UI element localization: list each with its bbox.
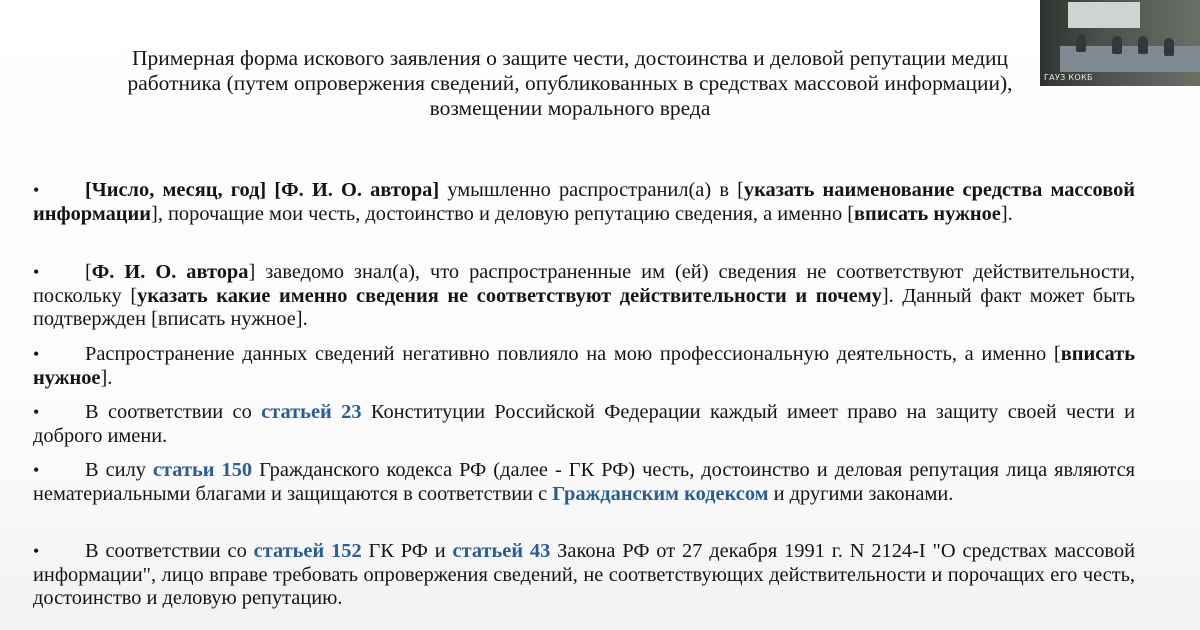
link-article-43[interactable]: статьей 43 (452, 540, 551, 562)
title-line-3: возмещении морального вреда (429, 96, 711, 120)
person-icon (1164, 38, 1174, 56)
bullet-icon: • (33, 402, 40, 422)
list-item: • В силу статьи 150 Гражданского кодекса РФ (далее - ГК РФ) честь, достоинство и деловая репутация лица являются нематериальными благами и защищаются в соответствии с Гражданским кодексом и другими законами. (33, 459, 1135, 505)
title-line-1: Примерная форма искового заявления о защите чести, достоинства и деловой репутации медиц (131, 46, 1009, 70)
projector-screen (1068, 2, 1140, 28)
person-icon (1076, 34, 1086, 52)
placeholder-date: [Число, месяц, год] (85, 179, 267, 201)
list-item: • В соответствии со статьей 152 ГК РФ и статьей 43 Закона РФ от 27 декабря 1991 г. N 2124-I "О средствах массовой информации", лицо вправе требовать опровержения сведений, не соответствующих действительности и порочащих его честь, достоинство и деловую репутацию. (33, 540, 1135, 609)
link-civil-code[interactable]: Гражданским кодексом (552, 482, 769, 505)
person-icon (1112, 36, 1122, 54)
bullet-icon: • (33, 262, 40, 282)
document-title (20, 46, 1120, 121)
bullet-icon: • (33, 460, 40, 480)
placeholder-media: указать наименование средства массовой информации (33, 179, 1136, 225)
webcam-overlay (1040, 0, 1200, 86)
list-item: • Распространение данных сведений негативно повлияло на мою профессиональную деятельность, а именно [вписать нужное]. (33, 343, 1135, 389)
placeholder-fill: вписать нужное (33, 343, 1135, 389)
link-article-152[interactable]: статьей 152 (253, 540, 362, 562)
bullet-icon: • (33, 541, 40, 561)
link-article-150[interactable]: статьи 150 (152, 459, 253, 481)
list-item: • [Число, месяц, год] [Ф. И. О. автора] умышленно распространил(а) в [указать наименование средства массовой информации], порочащие мои честь, достоинство и деловую репутацию сведения, а именно [вписать нужное]. (33, 179, 1136, 225)
placeholder-fill: вписать нужное (854, 202, 1001, 225)
placeholder-author: [Ф. И. О. автора] (274, 179, 440, 201)
list-item: • [Ф. И. О. автора] заведомо знал(а), что распространенные им (ей) сведения не соответствуют действительности, поскольку [указать какие именно сведения не соответствуют действительности и почему]. Данный факт может быть подтвержден [вписать нужное]. (33, 261, 1135, 330)
camera-label: ГАУЗ КОКБ (1044, 73, 1093, 82)
list-item: • В соответствии со статьей 23 Конституции Российской Федерации каждый имеет право на защиту своей чести и доброго имени. (33, 401, 1135, 447)
bullet-list (0, 179, 1200, 609)
person-icon (1138, 36, 1148, 54)
placeholder-details: указать какие именно сведения не соответствуют действительности и почему (137, 284, 882, 307)
link-article-23[interactable]: статьей 23 (261, 401, 362, 423)
title-line-2: работника (путем опровержения сведений, опубликованных в средствах массовой информации), (127, 71, 1013, 95)
bullet-icon: • (33, 344, 40, 364)
placeholder-author: Ф. И. О. автора (91, 261, 249, 283)
bullet-icon: • (33, 180, 40, 200)
